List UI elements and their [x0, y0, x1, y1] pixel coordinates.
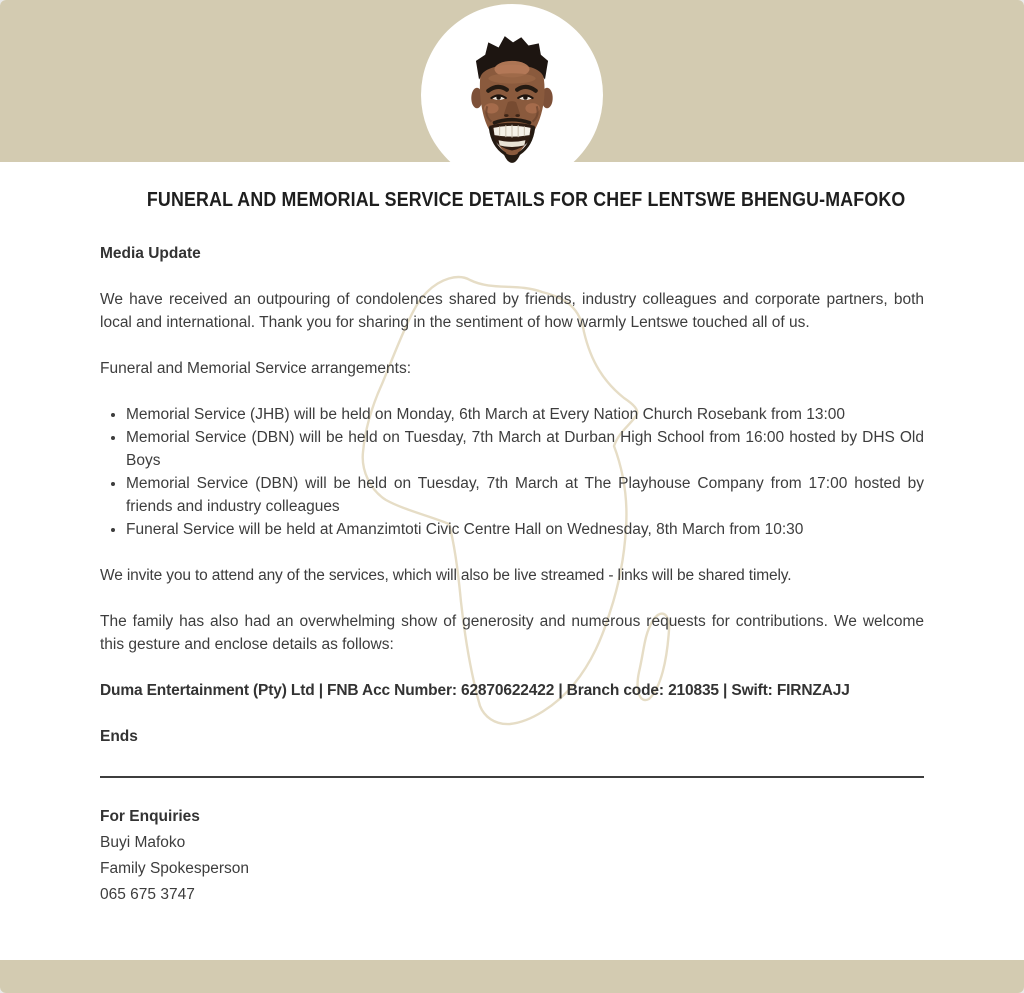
enquiries-block: [100, 804, 924, 908]
contact-name: Buyi Mafoko: [100, 834, 186, 851]
service-item-jhb-memorial: • Memorial Service (JHB) will be held on Monday, 6th March at Every Nation Church Rosebank from 13:00: [126, 403, 924, 426]
services-list: [100, 403, 924, 541]
enquiries-heading: For Enquiries: [100, 808, 200, 825]
contact-phone: 065 675 3747: [100, 886, 195, 903]
service-item-funeral: • Funeral Service will be held at Amanzimtoti Civic Centre Hall on Wednesday, 8th March from 10:30: [126, 518, 924, 541]
intro-paragraph: We have received an outpouring of condolences shared by friends, industry colleagues and corporate partners, both local and international. Thank you for sharing in the sentiment of how warmly Lentswe touched all of us.: [100, 291, 924, 331]
invite-paragraph: We invite you to attend any of the services, which will also be live streamed - links will be shared timely.: [100, 567, 792, 584]
arrangements-heading: Funeral and Memorial Service arrangements:: [100, 360, 411, 377]
top-band: [0, 0, 1024, 162]
contributions-paragraph: The family has also had an overwhelming show of generosity and numerous requests for contributions. We welcome this gesture and enclose details as follows:: [100, 613, 924, 653]
avatar: [421, 4, 603, 186]
contact-role: Family Spokesperson: [100, 860, 250, 877]
chef-caricature-icon: [450, 30, 574, 166]
page-title: FUNERAL AND MEMORIAL SERVICE DETAILS FOR CHEF LENTSWE BHENGU-MAFOKO: [146, 189, 906, 211]
service-item-dbn-memorial-playhouse: • Memorial Service (DBN) will be held on Tuesday, 7th March at The Playhouse Company from 17:00 hosted by friends and industry colleagues: [126, 472, 924, 518]
media-update-label: Media Update: [100, 245, 201, 262]
bank-details: Duma Entertainment (Pty) Ltd | FNB Acc Number: 62870622422 | Branch code: 210835 | Swift: FIRNZAJJ: [100, 682, 850, 699]
service-item-dbn-memorial-school: • Memorial Service (DBN) will be held on Tuesday, 7th March at Durban High School from 16:00 hosted by DHS Old Boys: [126, 426, 924, 472]
ends-label: Ends: [100, 728, 138, 745]
divider-rule: [100, 776, 924, 778]
bottom-band: [0, 960, 1024, 993]
